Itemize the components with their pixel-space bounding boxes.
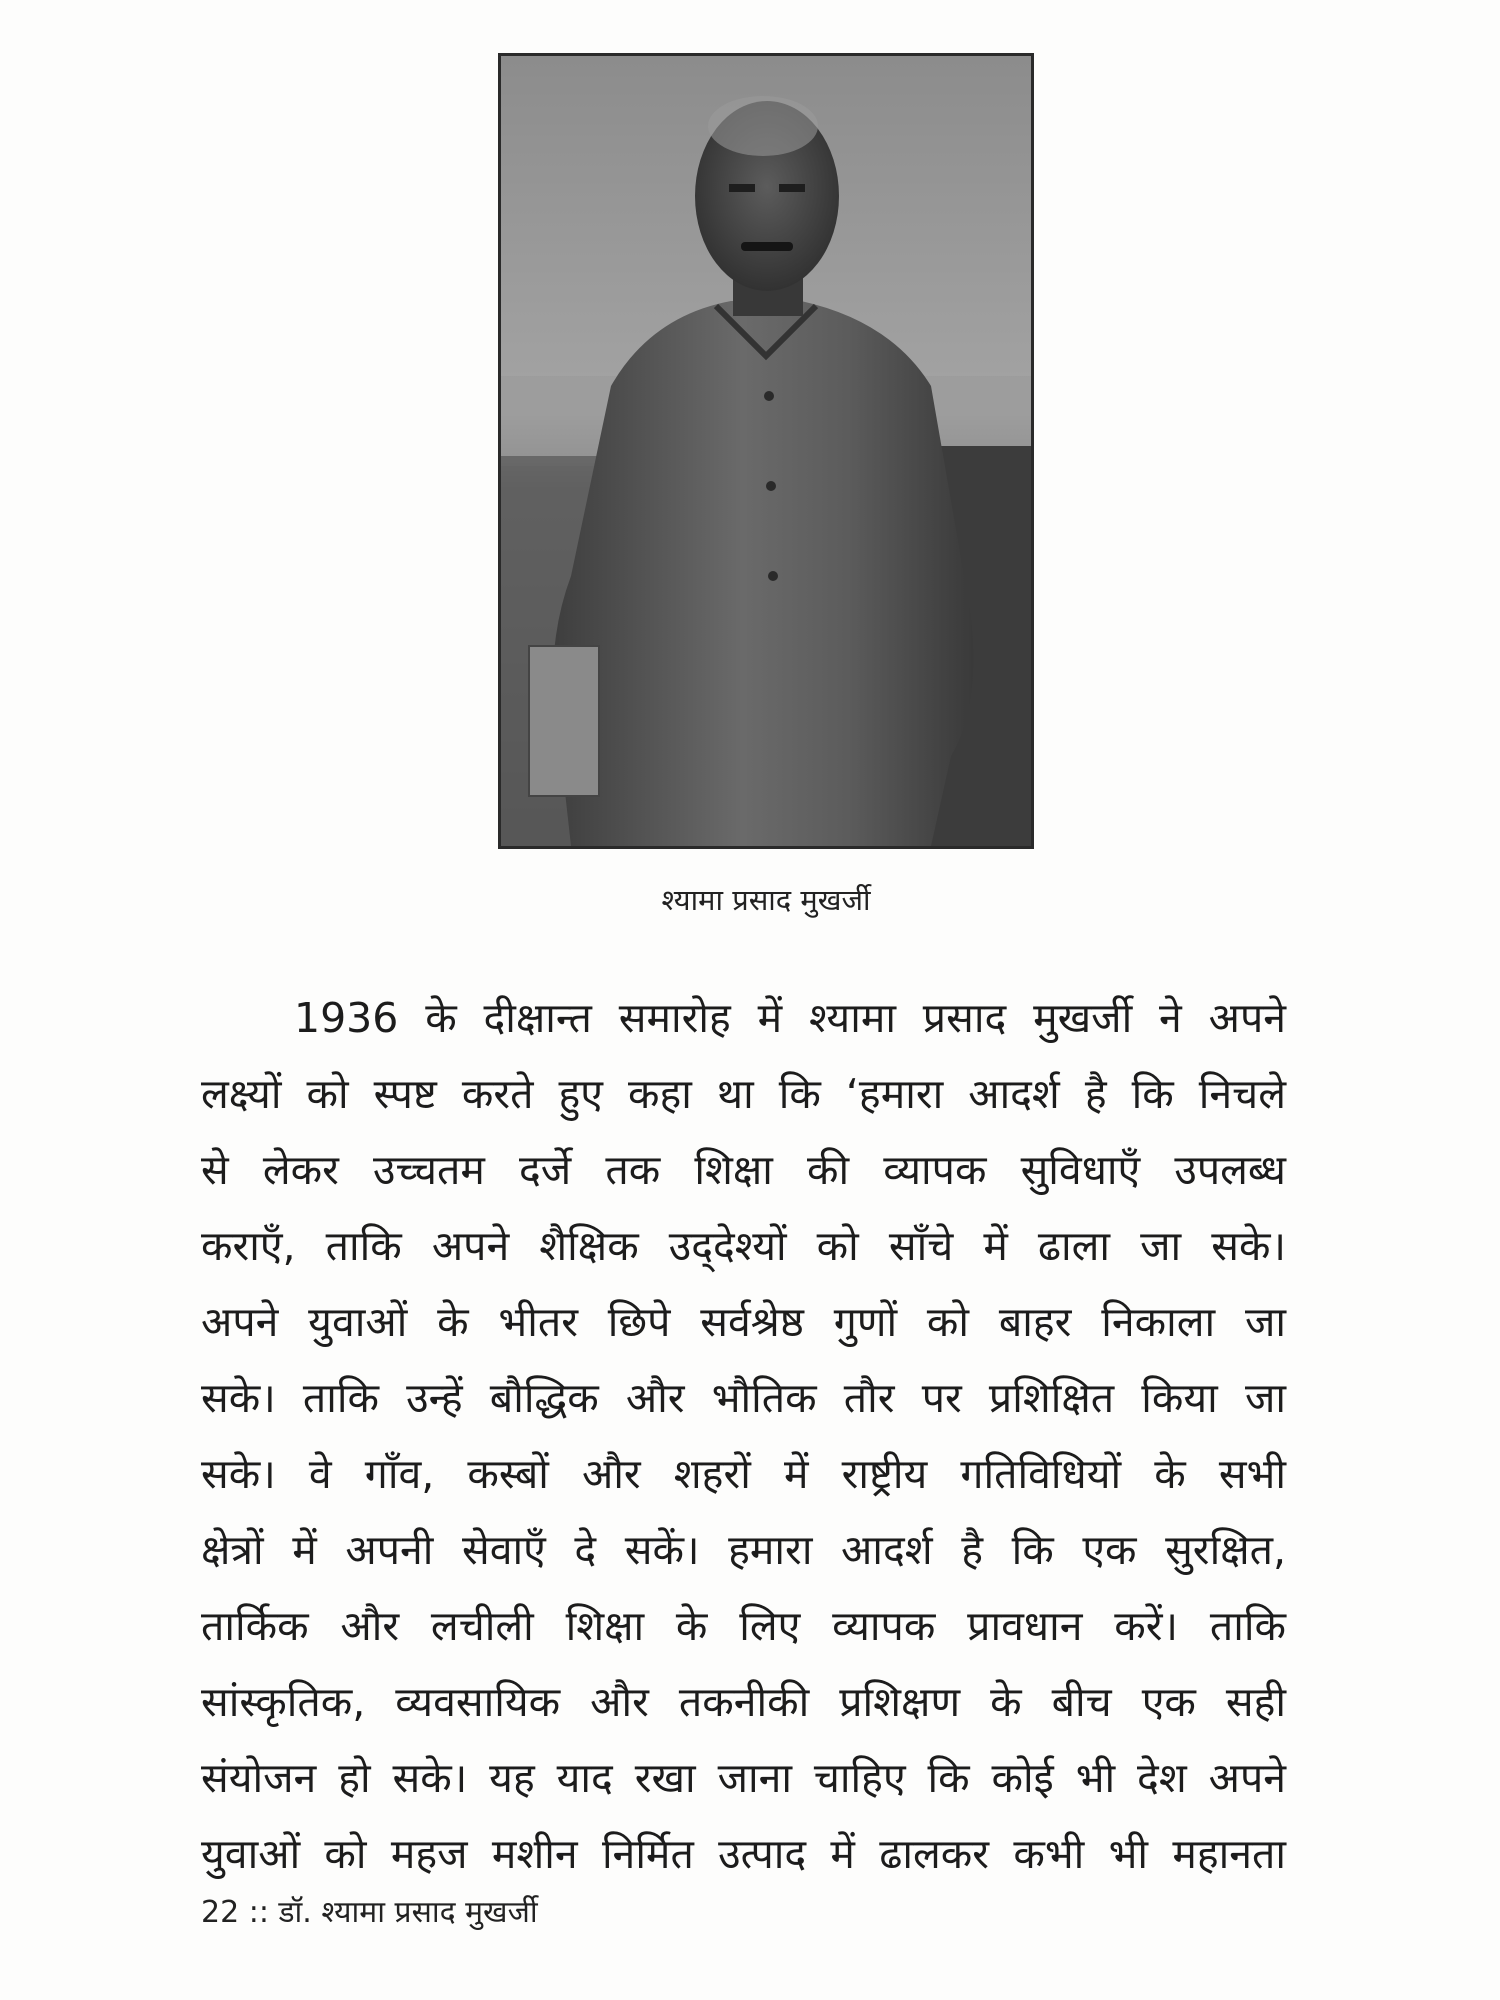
text-line: कराएँ, ताकि अपने शैक्षिक उद्‌देश्यों को साँचे में ढाला जा सके। [201, 1222, 1286, 1270]
text-line: सके। ताकि उन्हें बौद्धिक और भौतिक तौर पर प्रशिक्षित किया जा [201, 1374, 1286, 1422]
text-line: युवाओं को महज मशीन निर्मित उत्पाद में ढालकर कभी भी महानता [201, 1830, 1286, 1878]
text-line: क्षेत्रों में अपनी सेवाएँ दे सकें। हमारा आदर्श है कि एक सुरक्षित, [201, 1526, 1286, 1574]
text-line: संयोजन हो सके। यह याद रखा जाना चाहिए कि कोई भी देश अपने [201, 1754, 1286, 1802]
portrait-illustration [501, 56, 1031, 846]
text-line: तार्किक और लचीली शिक्षा के लिए व्यापक प्रावधान करें। ताकि [201, 1602, 1286, 1650]
portrait-photo [498, 53, 1034, 849]
text-line: से लेकर उच्चतम दर्जे तक शिक्षा की व्यापक सुविधाएँ उपलब्ध [201, 1146, 1286, 1194]
text-line: सके। वे गाँव, कस्बों और शहरों में राष्ट्रीय गतिविधियों के सभी [201, 1450, 1286, 1498]
text-line: अपने युवाओं के भीतर छिपे सर्वश्रेष्ठ गुणों को बाहर निकाला जा [201, 1298, 1286, 1346]
photo-caption: श्यामा प्रसाद मुखर्जी [661, 883, 871, 917]
body-paragraph [201, 980, 1286, 1892]
page-footer: 22 :: डॉ. श्यामा प्रसाद मुखर्जी [201, 1895, 538, 1930]
text-line: सांस्कृतिक, व्यवसायिक और तकनीकी प्रशिक्षण के बीच एक सही [201, 1678, 1286, 1726]
text-line: लक्ष्यों को स्पष्ट करते हुए कहा था कि ‘हमारा आदर्श है कि निचले [201, 1070, 1286, 1118]
text-line: 1936 के दीक्षान्त समारोह में श्यामा प्रसाद मुखर्जी ने अपने [294, 994, 1286, 1042]
